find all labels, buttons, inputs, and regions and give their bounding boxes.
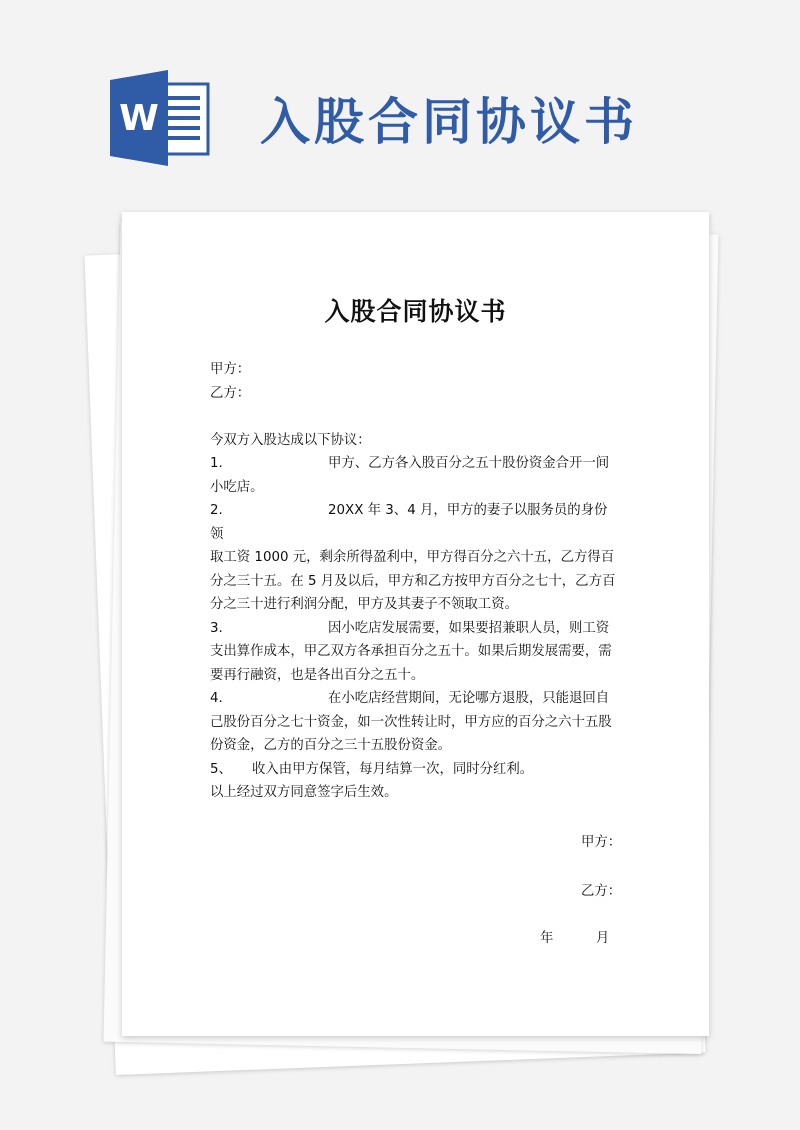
clause-text: 甲方、乙方各入股百分之五十股份资金合开一间 bbox=[328, 456, 610, 471]
clause-continuation: 小吃店。 bbox=[210, 479, 264, 495]
clause-1 bbox=[210, 452, 620, 499]
signature-party-a: 甲方： bbox=[581, 835, 622, 850]
document-title: 入股合同协议书 bbox=[324, 297, 507, 326]
signature-date bbox=[540, 927, 609, 946]
word-document-icon bbox=[110, 70, 210, 166]
clause-continuation: 己股份百分之七十资金，如一次性转让时，甲方应的百分之六十五股份资金，乙方的百分之三十五股份资金。 bbox=[210, 714, 612, 753]
document-page bbox=[122, 212, 709, 1036]
clause-text: 20XX 年 3、4 月，甲方的妻子以服务员的身份领 bbox=[210, 503, 608, 542]
clause-text: 收入由甲方保管，每月结算一次，同时分红利。 bbox=[252, 761, 534, 777]
intro-text: 今双方入股达成以下协议： bbox=[210, 432, 371, 448]
date-year: 年 bbox=[540, 931, 554, 946]
clause-5 bbox=[210, 758, 620, 782]
clause-3 bbox=[210, 617, 620, 688]
clause-number: 4. bbox=[210, 691, 223, 706]
party-a-label: 甲方： bbox=[210, 362, 251, 377]
clause-continuation: 支出算作成本，甲乙双方各承担百分之五十。如果后期发展需要，需要再行融资，也是各出百分之五十。 bbox=[210, 644, 612, 683]
clause-number: 5、 bbox=[210, 761, 232, 777]
clause-number: 3. bbox=[210, 620, 223, 636]
word-icon-letter: W bbox=[119, 98, 159, 139]
party-b-label: 乙方： bbox=[210, 385, 251, 401]
clause-continuation: 取工资 1000 元，剩余所得盈利中，甲方得百分之六十五，乙方得百分之三十五。在 5 月及以后，甲方和乙方按甲方百分之七十，乙方百分之三十进行利润分配，甲方及其妻子不领取工资。 bbox=[210, 550, 616, 612]
closing-text: 以上经过双方同意签字后生效。 bbox=[210, 785, 398, 800]
banner bbox=[110, 70, 710, 166]
signature-party-b: 乙方： bbox=[581, 884, 622, 899]
clause-text: 在小吃店经营期间，无论哪方退股，只能退回自 bbox=[328, 691, 610, 706]
date-month: 月 bbox=[595, 931, 610, 946]
clause-text: 因小吃店发展需要，如果要招兼职人员，则工资 bbox=[328, 620, 610, 636]
clause-number: 2. bbox=[210, 503, 223, 518]
clause-2 bbox=[210, 499, 620, 617]
clause-4 bbox=[210, 687, 620, 758]
document-body bbox=[210, 358, 620, 805]
clause-number: 1. bbox=[210, 456, 223, 471]
banner-title: 入股合同协议书 bbox=[260, 93, 638, 151]
